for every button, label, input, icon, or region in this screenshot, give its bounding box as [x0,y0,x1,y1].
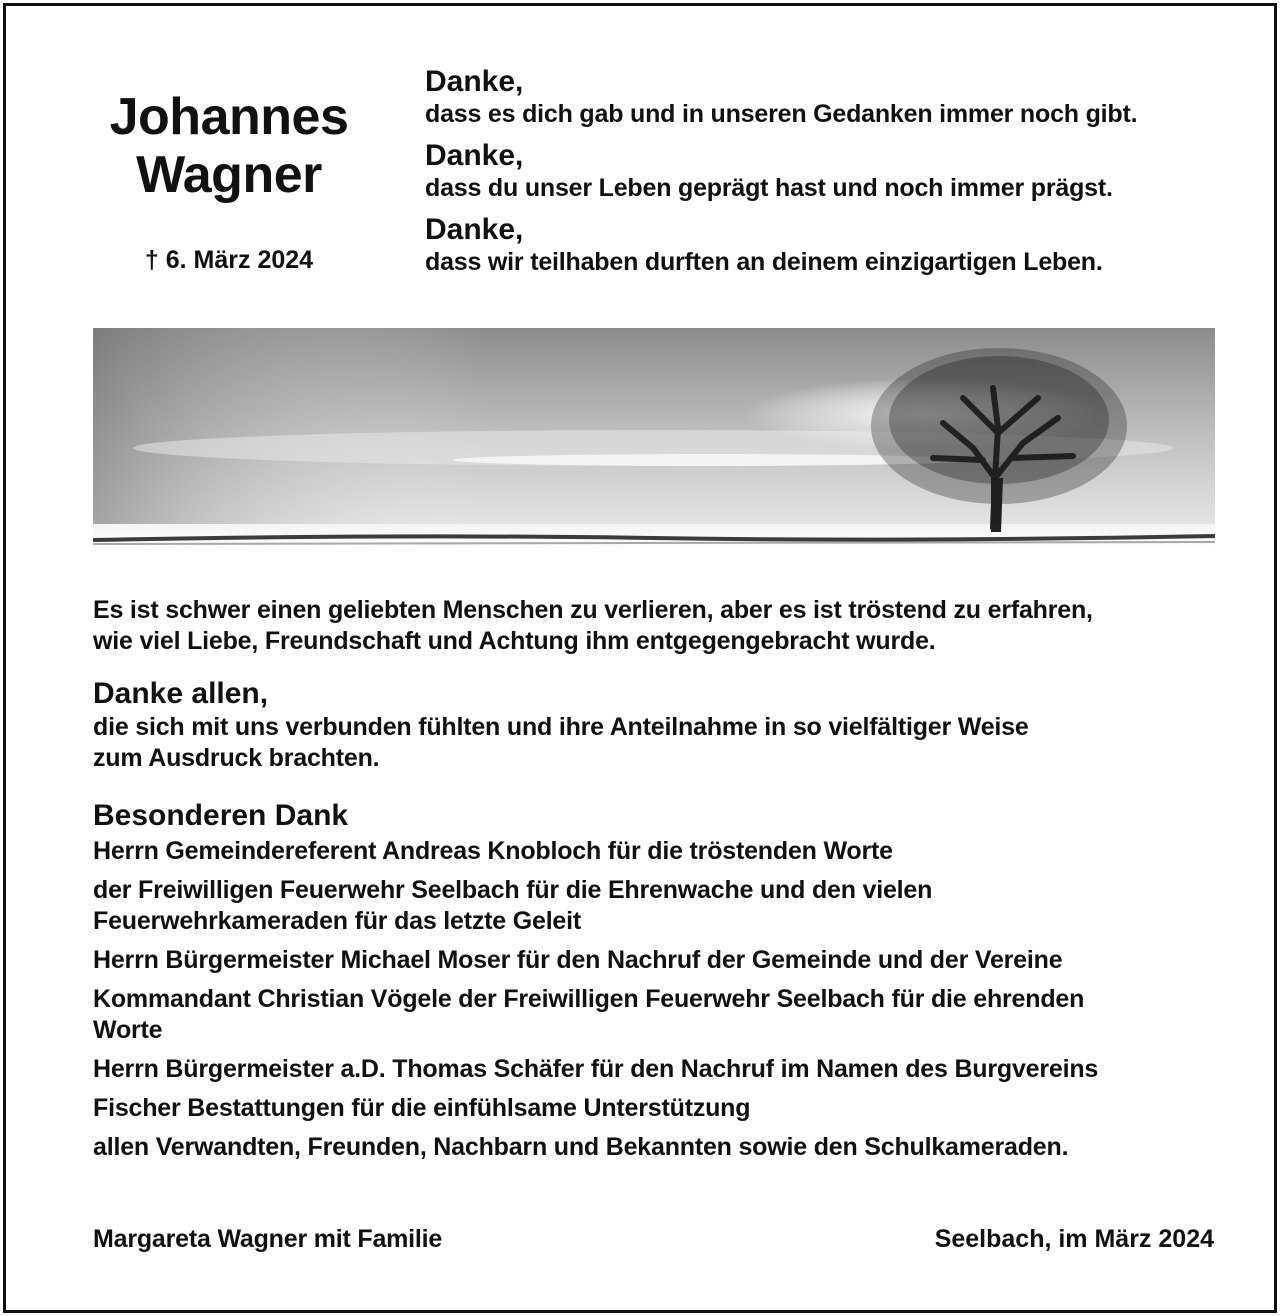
special-thanks-line: Herrn Bürgermeister a.D. Thomas Schäfer für den Nachruf im Namen des Burgvereins [93,1055,1099,1083]
death-date: † 6. März 2024 [144,246,314,274]
thanks-heading: Danke, [425,65,524,98]
first-name: Johannes [109,88,349,146]
danke-allen-line: die sich mit uns verbunden fühlten und ihre Anteilnahme in so vielfältiger Weise [93,713,1029,741]
special-thanks-heading: Besonderen Dank [93,799,349,832]
danke-allen-section [93,676,1233,774]
tree-landscape-icon [93,328,1215,554]
danke-allen-line: zum Ausdruck brachten. [93,744,380,772]
special-thanks-item [93,875,1233,937]
place-date: Seelbach, im März 2024 [934,1225,1214,1253]
special-thanks-item [93,1093,1233,1124]
thanks-verses [425,66,1245,288]
thanks-verse [425,66,1245,130]
special-thanks-line: allen Verwandten, Freunden, Nachbarn und Bekannten sowie den Schulkameraden. [93,1133,1069,1161]
special-thanks-line: Fischer Bestattungen für die einfühlsame Unterstützung [93,1094,751,1122]
special-thanks-item [93,984,1233,1046]
special-thanks-line: der Freiwilligen Feuerwehr Seelbach für die Ehrenwache und den vielen [93,876,933,904]
special-thanks-item [93,1132,1233,1163]
last-name: Wagner [136,146,322,204]
thanks-heading: Danke, [425,139,524,172]
thanks-verse [425,214,1245,278]
tree-landscape-image [93,328,1215,554]
thanks-verse [425,140,1245,204]
danke-allen-heading: Danke allen, [93,677,269,710]
special-thanks-line: Herrn Bürgermeister Michael Moser für den Nachruf der Gemeinde und der Vereine [93,946,1063,974]
thanks-text: dass du unser Leben geprägt hast und noch immer prägst. [425,174,1113,202]
family-signature: Margareta Wagner mit Familie [93,1225,443,1253]
deceased-name [88,88,370,204]
special-thanks-line: Feuerwehrkameraden für das letzte Geleit [93,907,582,935]
special-thanks-item [93,1054,1233,1085]
special-thanks-item [93,945,1233,976]
thanks-text: dass es dich gab und in unseren Gedanken immer noch gibt. [425,100,1138,128]
special-thanks-line: Worte [93,1016,163,1044]
thanks-text: dass wir teilhaben durften an deinem einzigartigen Leben. [425,248,1103,276]
special-thanks-line: Herrn Gemeindereferent Andreas Knobloch für die tröstenden Worte [93,837,893,865]
intro-paragraph [93,595,1233,657]
intro-line: wie viel Liebe, Freundschaft und Achtung ihm entgegengebracht wurde. [93,627,936,655]
special-thanks-line: Kommandant Christian Vögele der Freiwilligen Feuerwehr Seelbach für die ehrenden [93,985,1085,1013]
special-thanks-item [93,836,1233,867]
thanks-heading: Danke, [425,213,524,246]
intro-line: Es ist schwer einen geliebten Menschen zu verlieren, aber es ist tröstend zu erfahren, [93,596,1093,624]
special-thanks-section [93,796,1233,1171]
